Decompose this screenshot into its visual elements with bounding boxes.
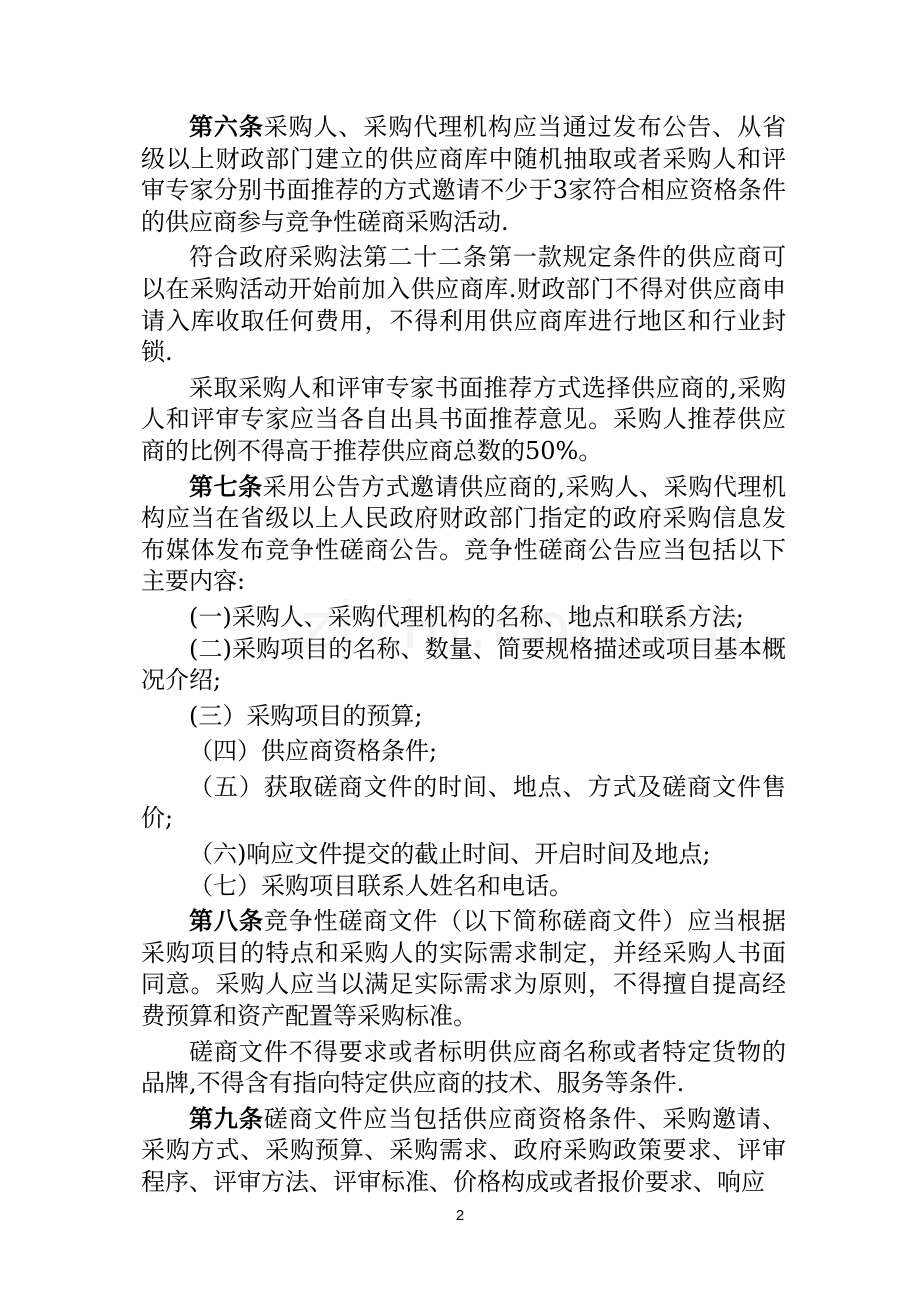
list-item-text: （七）采购项目联系人姓名和电话。 [189, 871, 573, 900]
list-item [141, 701, 786, 733]
list-item [141, 736, 786, 768]
paragraph-article-6 [141, 112, 786, 238]
paragraph-text: 磋商文件应当包括供应商资格条件、采购邀请、采购方式、采购预算、采购需求、政府采购政策要求、评审程序、评审方法、评审标准、价格构成或者报价要求、响应 [141, 1104, 787, 1196]
paragraph [141, 1037, 786, 1100]
list-item-text: (一)采购人、采购代理机构的名称、地点和联系方法; [189, 602, 744, 631]
list-item [141, 839, 786, 871]
paragraph [141, 242, 786, 368]
list-item-text: (二)采购项目的名称、数量、简要规格描述或项目基本概况介绍; [141, 634, 786, 695]
article-heading: 第八条 [189, 907, 264, 936]
paragraph-text: 采购人、采购代理机构应当通过发布公告、从省级以上财政部门建立的供应商库中随机抽取或者采购人和评审专家分别书面推荐的方式邀请不少于3家符合相应资格条件的供应商参与竞争性磋商采购活动. [141, 113, 787, 236]
paragraph-text: 符合政府采购法第二十二条第一款规定条件的供应商可以在采购活动开始前加入供应商库.财政部门不得对供应商申请入库收取任何费用，不得利用供应商库进行地区和行业封锁. [141, 243, 786, 367]
body-text [141, 112, 786, 1199]
paragraph-article-7 [141, 472, 786, 598]
list-item-text: (三）采购项目的预算; [189, 701, 423, 730]
paragraph-text: 磋商文件不得要求或者标明供应商名称或者特定货物的品牌,不得含有指向特定供应商的技术、服务等条件. [141, 1037, 786, 1098]
page-number: 2 [455, 1207, 465, 1224]
list-item [141, 634, 786, 697]
paragraph [141, 373, 786, 468]
article-heading: 第六条 [189, 113, 264, 141]
list-item [141, 602, 786, 634]
list-item [141, 871, 786, 903]
article-heading: 第九条 [189, 1104, 264, 1133]
paragraph-text: 采取采购人和评审专家书面推荐方式选择供应商的,采购人和评审专家应当各自出具书面推荐意见。采购人推荐供应商的比例不得高于推荐供应商总数的50%。 [141, 373, 786, 465]
list-item-text: （四）供应商资格条件; [189, 737, 438, 766]
paragraph-article-8 [141, 906, 786, 1032]
list-item [141, 772, 786, 835]
list-item-text: （六)响应文件提交的截止时间、开启时间及地点; [189, 840, 711, 869]
paragraph-article-9 [141, 1104, 786, 1199]
article-heading: 第七条 [189, 472, 263, 501]
paragraph-text: 采用公告方式邀请供应商的,采购人、采购代理机构应当在省级以上人民政府财政部门指定的政府采购信息发布媒体发布竞争性磋商公告。竞争性磋商公告应当包括以下主要内容: [141, 472, 786, 596]
list-item-text: （五）获取磋商文件的时间、地点、方式及磋商文件售价; [141, 772, 786, 833]
paragraph-text: 竞争性磋商文件（以下简称磋商文件）应当根据采购项目的特点和采购人的实际需求制定，并经采购人书面同意。采购人应当以满足实际需求为原则，不得擅自提高经费预算和资产配置等采购标准。 [141, 907, 787, 1031]
